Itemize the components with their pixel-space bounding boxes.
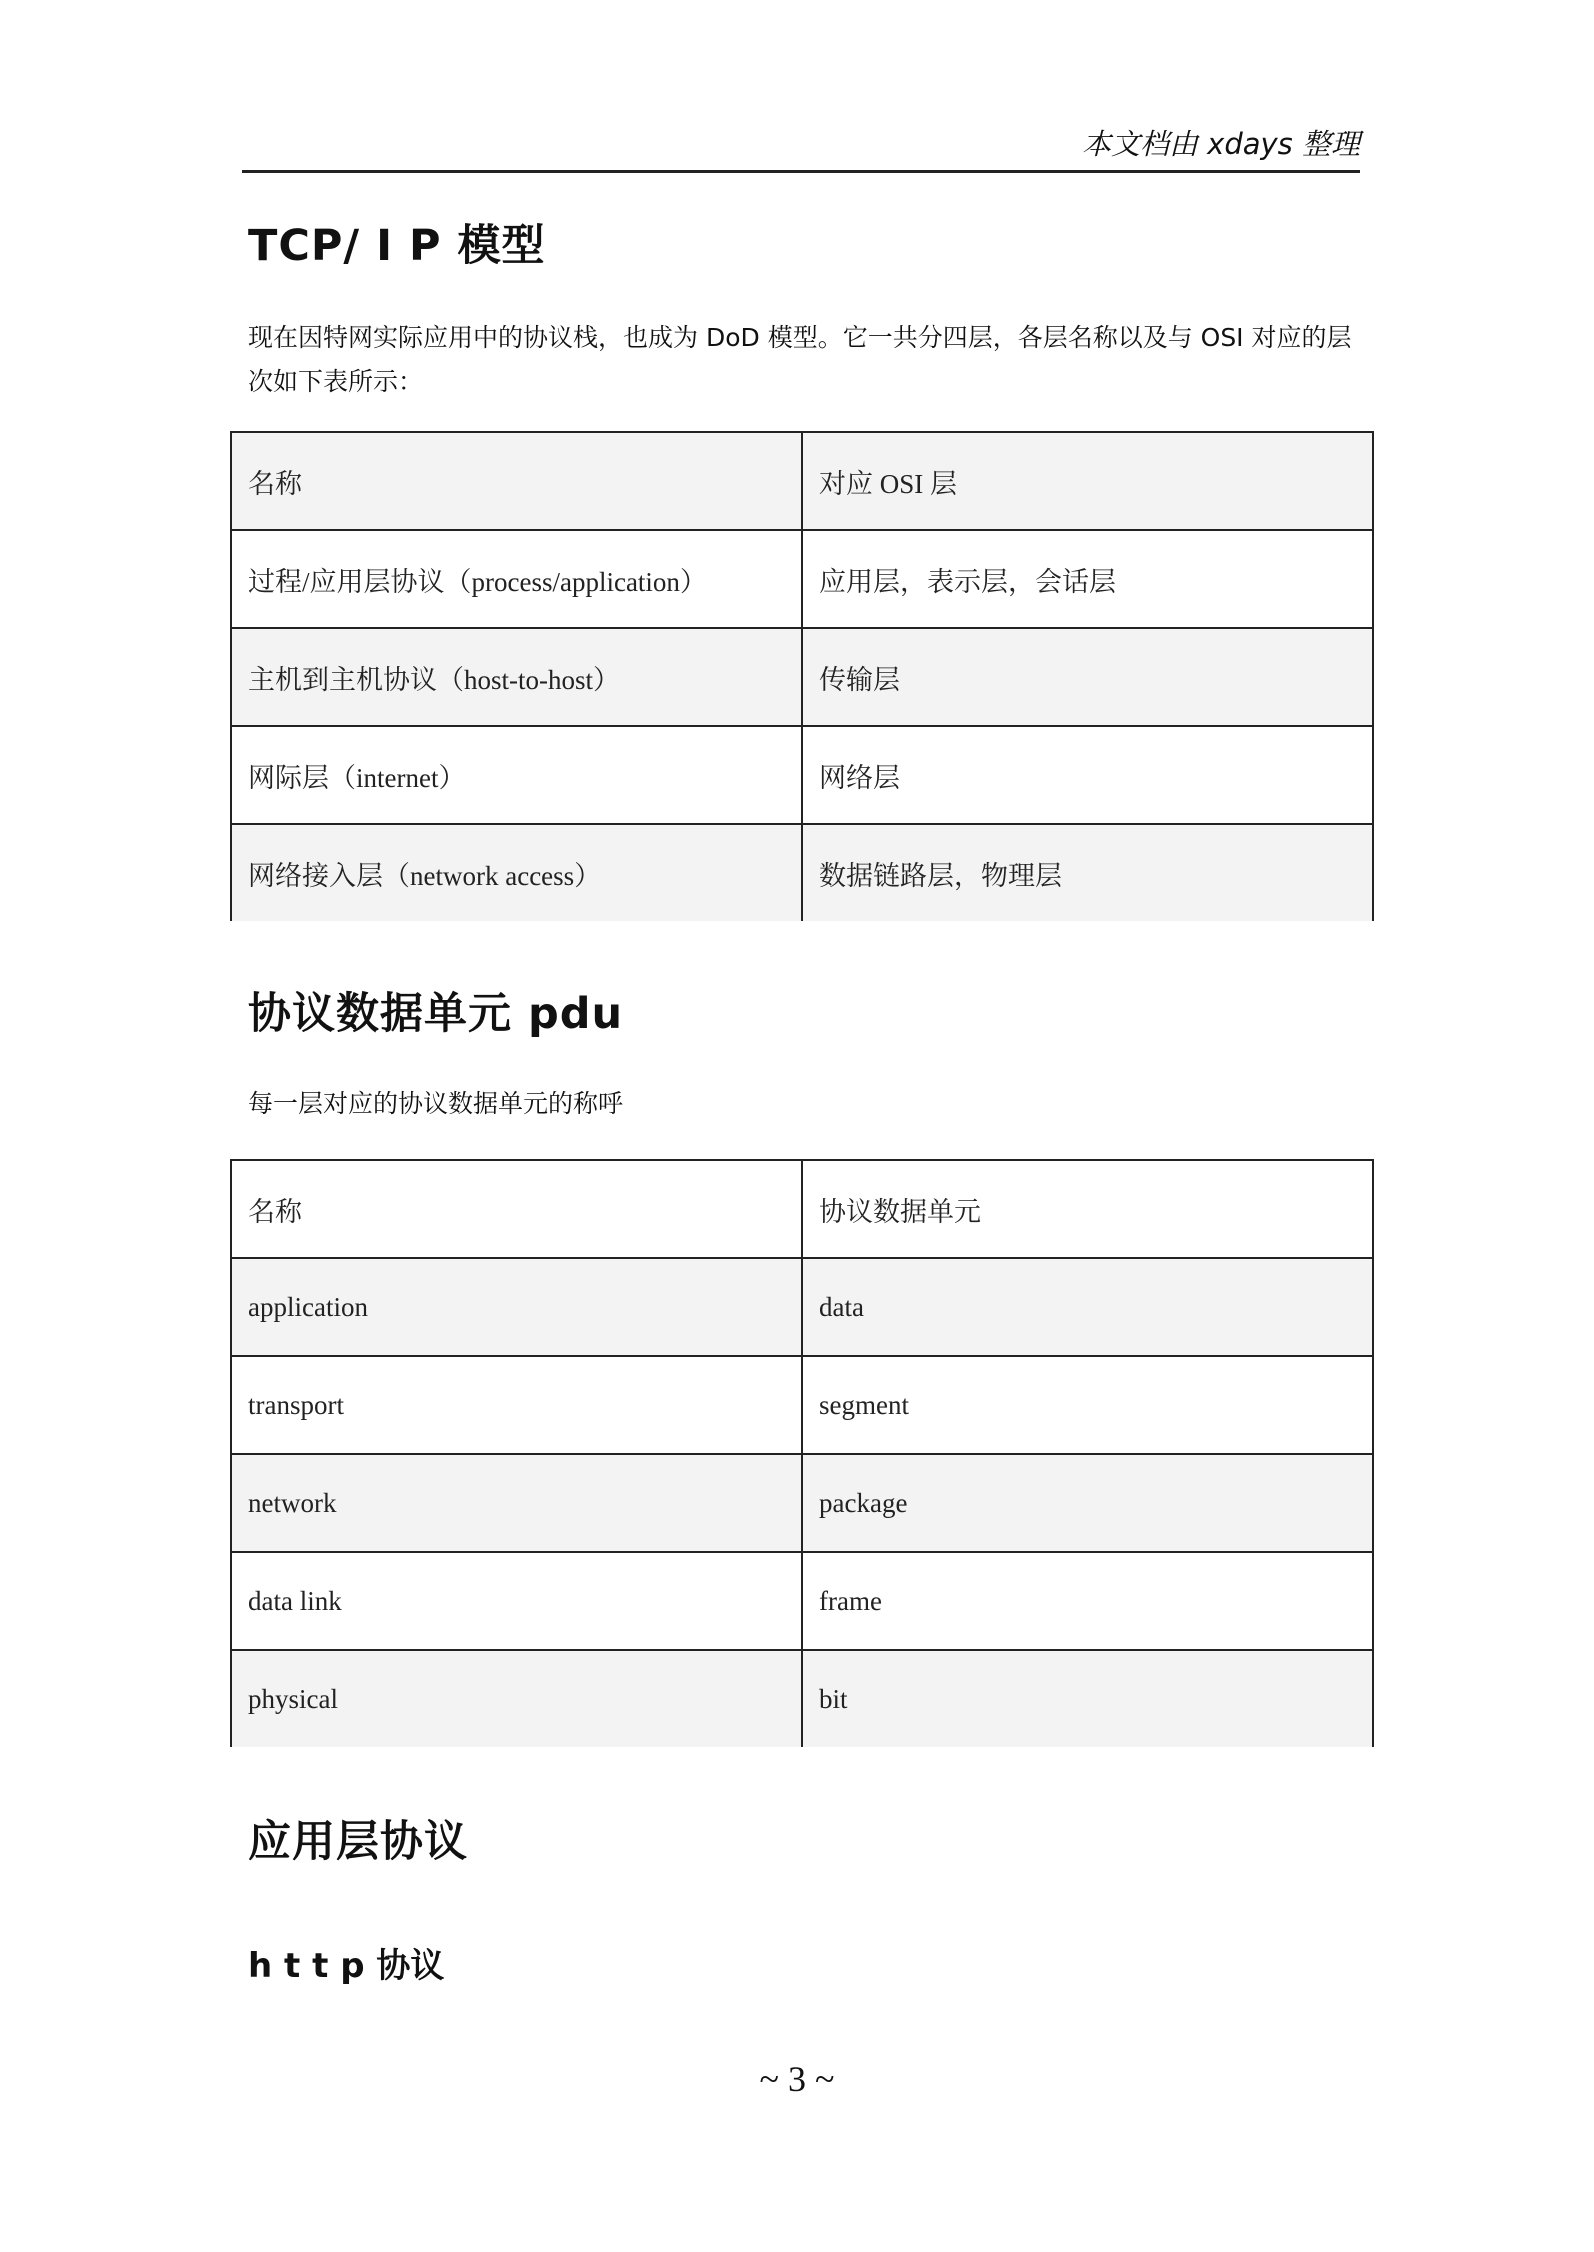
table-cell: segment <box>802 1356 1373 1454</box>
table-row <box>231 1258 1373 1356</box>
table-row <box>231 1650 1373 1747</box>
table-header-cell: 协议数据单元 <box>802 1160 1373 1258</box>
table-cell: network <box>231 1454 802 1552</box>
table-cell: frame <box>802 1552 1373 1650</box>
tcpip-table <box>230 431 1374 921</box>
table-cell: 主机到主机协议（host-to-host） <box>231 628 802 726</box>
table-header-row <box>231 432 1373 530</box>
table-row <box>231 530 1373 628</box>
app-protocols-heading: 应用层协议 <box>248 1817 468 1867</box>
table-cell: data link <box>231 1552 802 1650</box>
table-cell: 网络层 <box>802 726 1373 824</box>
table-row <box>231 726 1373 824</box>
table-cell: 应用层，表示层，会话层 <box>802 530 1373 628</box>
pdu-heading: 协议数据单元 pdu <box>248 989 624 1039</box>
table-cell: package <box>802 1454 1373 1552</box>
table-row <box>231 628 1373 726</box>
table-header-cell: 名称 <box>231 1160 802 1258</box>
table-row <box>231 824 1373 921</box>
table-cell: 网际层（internet） <box>231 726 802 824</box>
table-cell: 数据链路层，物理层 <box>802 824 1373 921</box>
table-row <box>231 1454 1373 1552</box>
table-cell: application <box>231 1258 802 1356</box>
page-header: 本文档由 xdays 整理 <box>1081 127 1360 161</box>
table-header-cell: 名称 <box>231 432 802 530</box>
pdu-table <box>230 1159 1374 1747</box>
table-cell: 过程/应用层协议（process/application） <box>231 530 802 628</box>
page-number: ~ 3 ~ <box>759 2059 835 2099</box>
table-cell: data <box>802 1258 1373 1356</box>
http-subheading: h t t p 协议 <box>248 1946 445 1986</box>
table-cell: transport <box>231 1356 802 1454</box>
header-rule <box>242 170 1360 173</box>
table-header-cell: 对应 OSI 层 <box>802 432 1373 530</box>
table-cell: bit <box>802 1650 1373 1747</box>
pdu-paragraph: 每一层对应的协议数据单元的称呼 <box>248 1089 624 1118</box>
table-row <box>231 1552 1373 1650</box>
table-cell: 网络接入层（network access） <box>231 824 802 921</box>
table-header-row <box>231 1160 1373 1258</box>
table-cell: physical <box>231 1650 802 1747</box>
table-cell: 传输层 <box>802 628 1373 726</box>
tcpip-paragraph: 现在因特网实际应用中的协议栈，也成为 DoD 模型。它一共分四层，各层名称以及与 OSI 对应的层次如下表所示： <box>248 323 1352 396</box>
table-row <box>231 1356 1373 1454</box>
tcpip-heading: TCP/ I P 模型 <box>248 221 546 271</box>
